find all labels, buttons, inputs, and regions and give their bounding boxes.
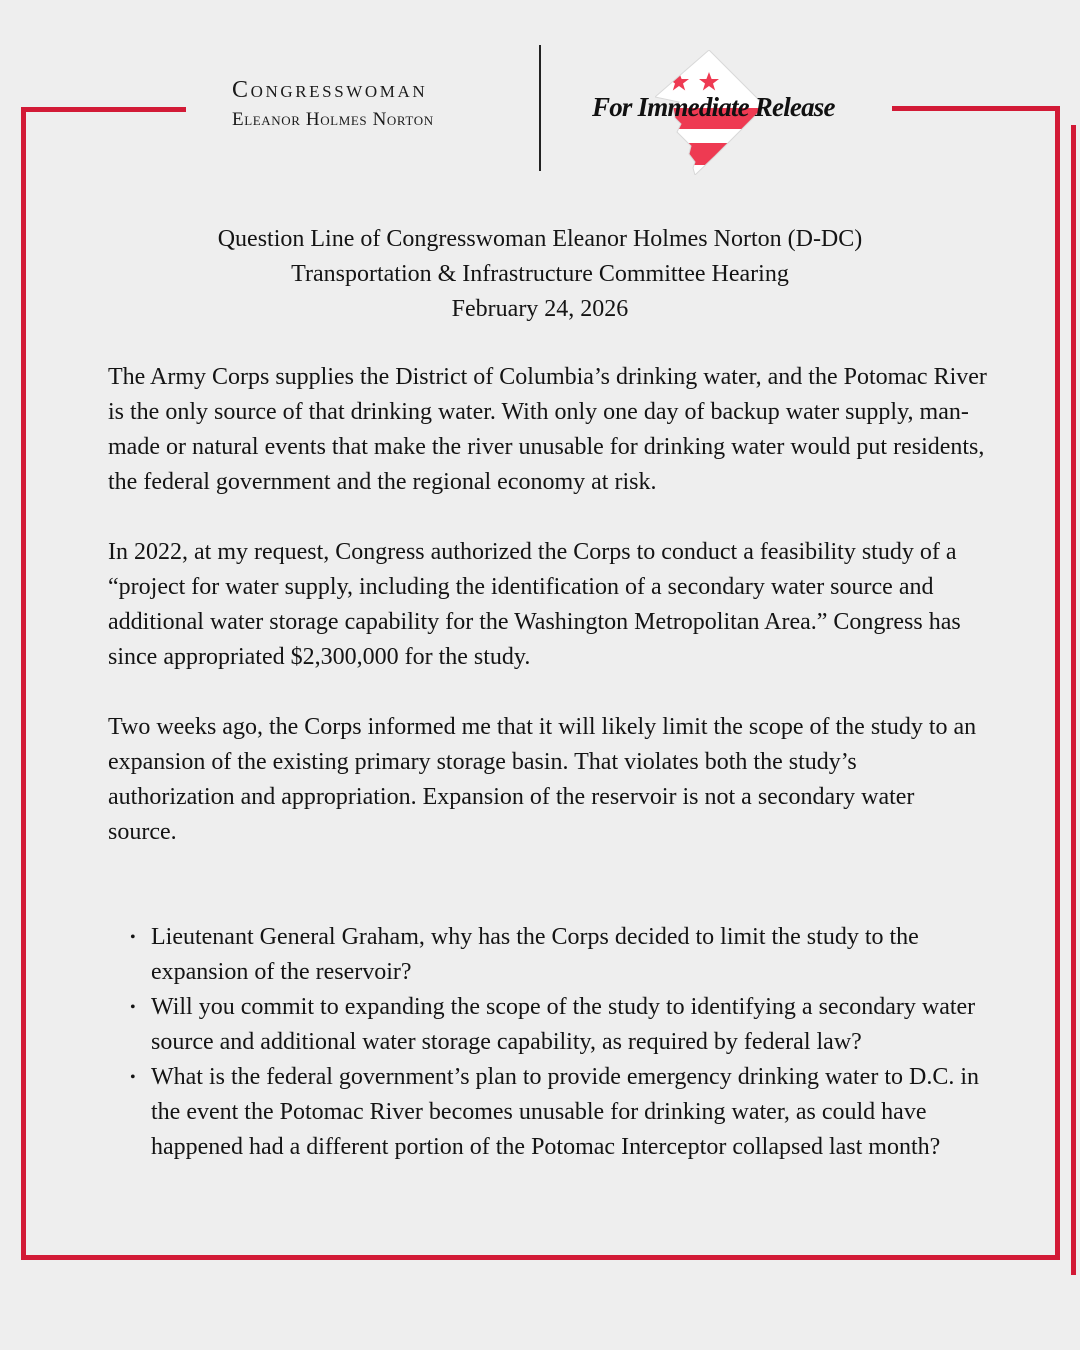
header-divider	[539, 45, 541, 171]
paragraph: The Army Corps supplies the District of Columbia’s drinking water, and the Potomac River is the only source of that drinking water. With only one day of backup water supply, man-made or natural events that make the river unusable for drinking water would put residents, the federal government and the regional economy at risk.	[108, 364, 987, 495]
for-immediate-release-label: For Immediate Release	[592, 92, 835, 122]
bullet-icon: •	[130, 929, 136, 946]
bullet-icon: •	[130, 1069, 136, 1086]
statement-body	[108, 360, 988, 885]
frame-top-right-rule	[892, 106, 1060, 111]
title-line-1: Question Line of Congresswoman Eleanor Holmes Norton (D-DC)	[217, 226, 863, 252]
paragraph: Two weeks ago, the Corps informed me that it will likely limit the scope of the study to an expansion of the existing primary storage basin. That violates both the study’s authorization and appropriation. Expansion of the reservoir is not a secondary water source.	[108, 714, 977, 845]
title-date: February 24, 2026	[451, 296, 629, 322]
frame-top-left-rule	[21, 107, 186, 112]
question-item	[108, 990, 988, 1060]
bullet-icon: •	[130, 999, 136, 1016]
question-item	[108, 920, 988, 990]
congresswoman-wordmark	[232, 78, 434, 129]
question-list	[108, 920, 988, 1165]
document-title	[0, 222, 1080, 327]
wordmark-title: Congresswoman	[232, 77, 428, 103]
frame-bottom-rule	[21, 1255, 1059, 1260]
question-text: What is the federal government’s plan to provide emergency drinking water to D.C. in the event the Potomac River becomes unusable for drinking water, as could have happened had a different portion of the Potomac Interceptor collapsed last month?	[151, 1064, 979, 1160]
wordmark-name: Eleanor Holmes Norton	[232, 109, 434, 130]
paragraph: In 2022, at my request, Congress authorized the Corps to conduct a feasibility study of a “project for water supply, including the identification of a secondary water source and additional water storage capability for the Washington Metropolitan Area.” Congress has since appropriated $2,300,000 for the study.	[108, 539, 961, 670]
question-text: Will you commit to expanding the scope of the study to identifying a secondary water source and additional water storage capability, as required by federal law?	[151, 994, 976, 1055]
question-item	[108, 1060, 988, 1165]
question-text: Lieutenant General Graham, why has the Corps decided to limit the study to the expansion of the reservoir?	[151, 924, 919, 985]
title-line-2: Transportation & Infrastructure Committee Hearing	[291, 261, 789, 287]
